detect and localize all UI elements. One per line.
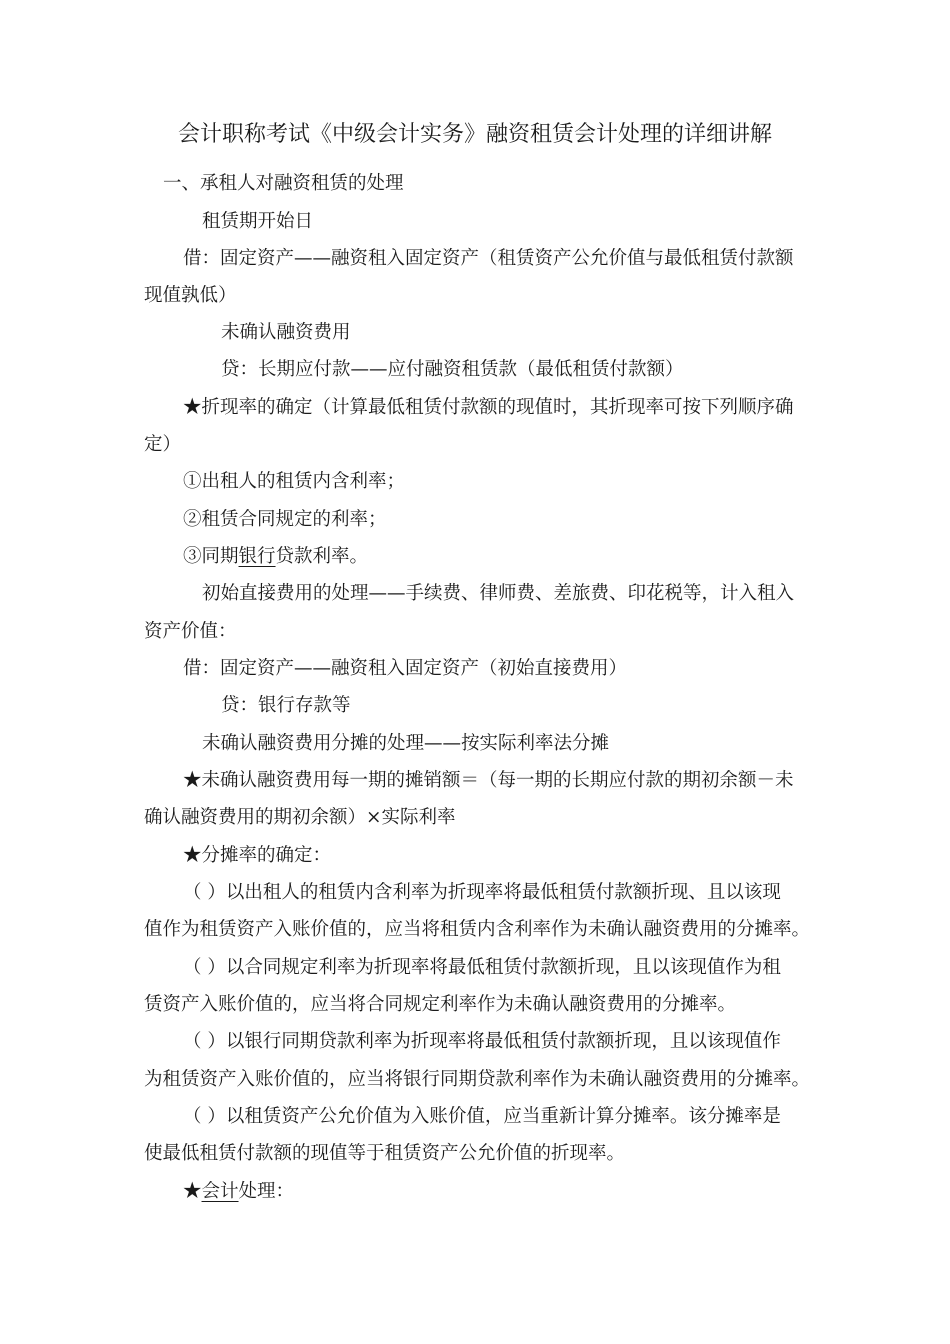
paragraph-line: ★折现率的确定（计算最低租赁付款额的现值时，其折现率可按下列顺序确 — [183, 397, 794, 418]
section-heading: 一、承租人对融资租赁的处理 — [163, 173, 404, 194]
paragraph-line: 值作为租赁资产入账价值的，应当将租赁内含利率作为未确认融资费用的分摊率。 — [144, 919, 811, 940]
paragraph-line: 租赁期开始日 — [202, 211, 314, 232]
paragraph-line: 资产价值： — [144, 621, 237, 642]
accounting-link[interactable]: 会计 — [201, 1181, 239, 1202]
list-item: ②租赁合同规定的利率； — [183, 509, 387, 530]
document-title: 会计职称考试《中级会计实务》融资租赁会计处理的详细讲解 — [177, 122, 772, 147]
paragraph-line: （ ）以出租人的租赁内含利率为折现率将最低租赁付款额折现、且以该现 — [183, 882, 781, 903]
paragraph-line: ★分摊率的确定： — [183, 845, 332, 866]
line-suffix: 贷款利率。 — [275, 546, 369, 567]
paragraph-line: 现值孰低） — [144, 285, 237, 306]
paragraph-line: 未确认融资费用分摊的处理——按实际利率法分摊 — [202, 733, 610, 754]
paragraph-line: 为租赁资产入账价值的，应当将银行同期贷款利率作为未确认融资费用的分摊率。 — [144, 1069, 811, 1090]
line-prefix: ★ — [183, 1181, 202, 1202]
list-item: ①出租人的租赁内含利率； — [183, 471, 406, 492]
paragraph-line: ★未确认融资费用每一期的摊销额＝（每一期的长期应付款的期初余额－未 — [183, 770, 794, 791]
paragraph-line: （ ）以银行同期贷款利率为折现率将最低租赁付款额折现，且以该现值作 — [183, 1031, 781, 1052]
paragraph-line: 赁资产入账价值的，应当将合同规定利率作为未确认融资费用的分摊率。 — [144, 994, 737, 1015]
paragraph-line: 贷：银行存款等 — [221, 695, 351, 716]
line-suffix: 处理： — [238, 1181, 295, 1202]
paragraph-line — [183, 1179, 294, 1205]
paragraph-line: （ ）以租赁资产公允价值为入账价值，应当重新计算分摊率。该分摊率是 — [183, 1106, 781, 1127]
paragraph-line: 贷：长期应付款——应付融资租赁款（最低租赁付款额） — [221, 359, 684, 380]
list-item — [183, 544, 368, 570]
paragraph-line: 初始直接费用的处理——手续费、律师费、差旅费、印花税等，计入租入 — [202, 583, 795, 604]
paragraph-line: 借：固定资产——融资租入固定资产（初始直接费用） — [183, 658, 628, 679]
paragraph-line: 确认融资费用的期初余额）×实际利率 — [144, 807, 456, 828]
paragraph-line: 使最低租赁付款额的现值等于租赁资产公允价值的折现率。 — [144, 1143, 626, 1164]
bank-link[interactable]: 银行 — [238, 546, 276, 567]
paragraph-line: 定） — [144, 434, 182, 455]
paragraph-line: （ ）以合同规定利率为折现率将最低租赁付款额折现，且以该现值作为租 — [183, 957, 781, 978]
paragraph-line: 未确认融资费用 — [221, 322, 351, 343]
line-prefix: ③同期 — [183, 546, 239, 567]
paragraph-line: 借：固定资产——融资租入固定资产（租赁资产公允价值与最低租赁付款额 — [183, 248, 794, 269]
